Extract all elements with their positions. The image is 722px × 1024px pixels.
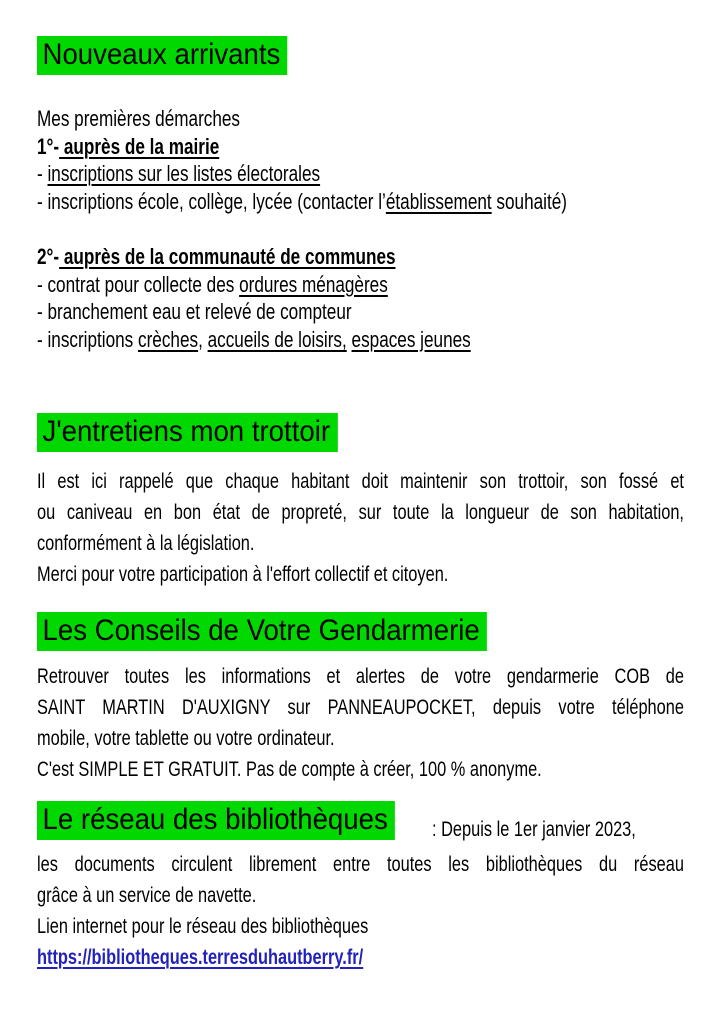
ordures-list-item <box>37 271 684 299</box>
communaute-heading-prefix: 2°- <box>37 244 60 269</box>
trottoir-thanks-line: Merci pour votre participation à l'effort collectif et citoyen. <box>37 563 449 586</box>
inscriptions-separator-1: , <box>198 326 208 352</box>
inscriptions-prefix: - inscriptions <box>37 326 139 352</box>
bibliotheques-heading-wrap <box>37 801 432 840</box>
paragraph-spacer <box>37 215 722 243</box>
trottoir-heading-row <box>37 413 722 452</box>
inscriptions-underlined-loisirs: accueils de loisirs, <box>207 326 347 352</box>
bibliotheques-heading-highlight: Le réseau des bibliothèques <box>37 801 395 840</box>
nouveaux-arrivants-heading-highlight: Nouveaux arrivants <box>37 36 288 75</box>
nouveaux-arrivants-heading-row <box>37 36 722 75</box>
bibliotheques-heading-row <box>37 801 722 849</box>
inscriptions-underlined-jeunes: espaces jeunes <box>351 326 471 352</box>
ecole-list-item <box>37 188 684 216</box>
gendarmerie-heading-row <box>37 612 722 651</box>
section-nouveaux-arrivants <box>37 105 722 353</box>
trottoir-paragraph-line: conformément à la législation. <box>37 532 255 555</box>
electoral-dash: - <box>37 161 48 186</box>
mairie-heading-line <box>37 133 684 161</box>
inscriptions-underlined-creches: crèches <box>138 326 199 352</box>
section-bibliotheques <box>37 849 722 973</box>
ecole-suffix: souhaité) <box>491 188 567 214</box>
section-trottoir <box>37 466 722 590</box>
ecole-prefix: - inscriptions école, collège, lycée (contacter l’ <box>37 188 386 214</box>
gendarmerie-paragraph-line: Retrouver toutes les informations et alertes de votre gendarmerie COB de <box>37 665 684 688</box>
electoral-underlined: inscriptions sur les listes électorales <box>47 161 321 186</box>
trottoir-paragraph-line: Il est ici rappelé que chaque habitant doit maintenir son trottoir, son fossé et <box>37 470 684 493</box>
bibliotheques-paragraph-line: grâce à un service de navette. <box>37 884 257 907</box>
electoral-list-item <box>37 160 684 188</box>
bibliotheques-paragraph-line: les documents circulent librement entre toutes les bibliothèques du réseau <box>37 853 684 876</box>
trottoir-heading-highlight: J'entretiens mon trottoir <box>37 413 337 452</box>
bibliotheques-link[interactable]: https://bibliotheques.terresduhautberry.fr/ <box>37 946 364 969</box>
mairie-heading-prefix: 1°- <box>37 133 60 159</box>
ecole-underlined: établissement <box>385 188 492 214</box>
gendarmerie-note-line: C'est SIMPLE ET GRATUIT. Pas de compte à créer, 100 % anonyme. <box>37 758 542 781</box>
bibliotheques-heading-inline-text: : Depuis le 1er janvier 2023, <box>432 818 636 841</box>
ordures-prefix: - contrat pour collecte des <box>37 271 240 297</box>
bibliotheques-link-label-line: Lien internet pour le réseau des bibliothèques <box>37 915 369 938</box>
mairie-heading-underlined: auprès de la mairie <box>59 133 220 159</box>
trottoir-paragraph-line: ou caniveau en bon état de propreté, sur toute la longueur de son habitation, <box>37 501 684 524</box>
inscriptions-list-item <box>37 326 684 354</box>
communaute-heading-underlined: auprès de la communauté de communes <box>59 244 396 269</box>
ordures-underlined: ordures ménagères <box>239 271 388 297</box>
gendarmerie-paragraph-line: SAINT MARTIN D'AUXIGNY sur PANNEAUPOCKET, depuis votre téléphone <box>37 696 684 719</box>
eau-list-item: - branchement eau et relevé de compteur <box>37 299 352 324</box>
bibliotheques-link-line <box>37 942 684 973</box>
section-gendarmerie <box>37 661 722 785</box>
intro-line: Mes premières démarches <box>37 106 241 131</box>
communaute-heading-line <box>37 243 684 271</box>
gendarmerie-heading-highlight: Les Conseils de Votre Gendarmerie <box>37 612 487 651</box>
gendarmerie-paragraph-line: mobile, votre tablette ou votre ordinateur. <box>37 727 335 750</box>
